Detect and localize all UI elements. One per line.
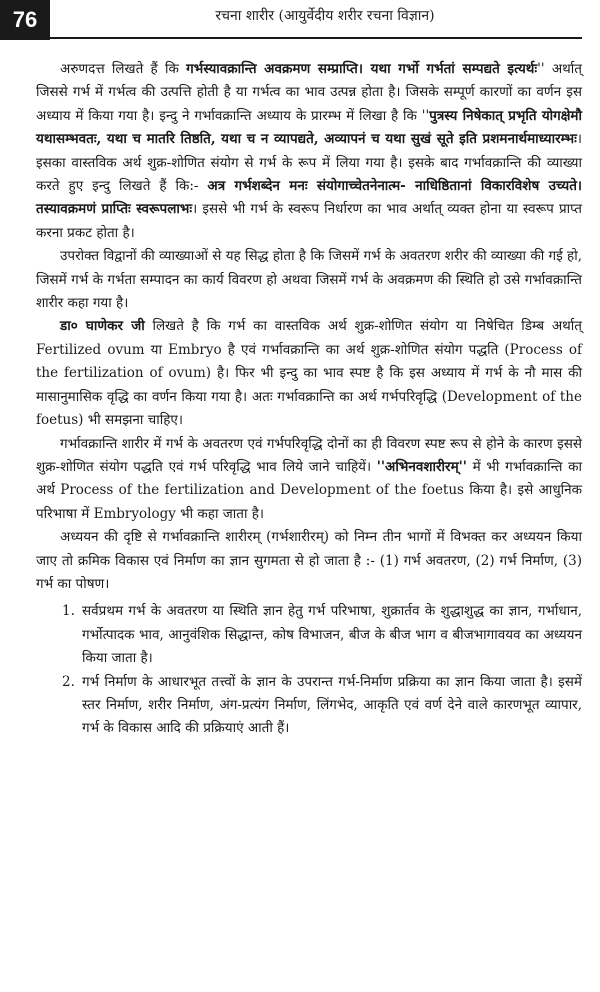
paragraphs	[36, 58, 582, 596]
paragraph	[36, 433, 582, 527]
body-text: । इसका वास्तविक अर्थ शुक्र-शोणित संयोग से गर्भ के रूप में लिया गया है। इसके बाद गर्भावक्रान्ति की व्याख्या करते हुए इन्दु लिखते हैं कि:-	[36, 131, 582, 195]
page-body	[36, 58, 582, 741]
body-text: लिखते है कि गर्भ का वास्तविक अर्थ शुक्र-शोणित संयोग या निषेचित डिम्ब अर्थात् Fertilized ovum या Embryo है एवं गर्भावक्रान्ति का अर्थ शुक्र-शोणित संयोग पद्धति (Process of the fertilization of ovum) है। फिर भी इन्दु का भाव स्पष्ट है कि इस अध्याय में गर्भ के नौ मास की मासानुमासिक वृद्धि का वर्णन किया गया है। अतः गर्भावक्रान्ति का अर्थ गर्भपरिवृद्धि (Development of the foetus) भी समझना चाहिए।	[36, 318, 582, 429]
paragraph	[36, 245, 582, 315]
paragraph	[36, 526, 582, 596]
numbered-list	[36, 600, 582, 740]
bold-text: अत्र गर्भशब्देन मनः संयोगाच्चेतनेनात्म- नाधिष्ठितानां विकारविशेष उच्यते। तस्यावक्रमणं प्राप्तिः स्वरूपलाभः	[36, 178, 582, 218]
list-item	[36, 600, 582, 670]
paragraph	[36, 58, 582, 245]
bold-text: गर्भस्यावक्रान्ति अवक्रमण सम्प्राप्ति। यथा गर्भो गर्भतां सम्पद्यते इत्यर्थः	[186, 61, 538, 77]
list-item-text: गर्भ निर्माण के आधारभूत तत्त्वों के ज्ञान के उपरान्त गर्भ-निर्माण प्रक्रिया का ज्ञान किया जाता है। इसमें स्तर निर्माण, शरीर निर्माण, अंग-प्रत्यंग निर्माण, लिंगभेद, आकृति एवं वर्ण देने वाले कारणभूत व्यापार, गर्भ के विकास आदि की प्रक्रियाएं आती हैं।	[82, 673, 582, 737]
body-text: गर्भावक्रान्ति शारीर में गर्भ के अवतरण एवं गर्भपरिवृद्धि दोनों का ही विवरण स्पष्ट रूप से होने के कारण इससे शुक्र-शोणित संयोग पद्धति एवं गर्भ परिवृद्धि भाव लिये जाने चाहियें।	[36, 435, 582, 475]
paragraph	[36, 315, 582, 432]
list-item	[36, 671, 582, 741]
body-text: अरुणदत्त लिखते हैं कि	[60, 61, 187, 77]
body-text: अध्ययन की दृष्टि से गर्भावक्रान्ति शारीरम् (गर्भशारीरम्) को निम्न तीन भागों में विभक्त कर अध्ययन किया जाए तो क्रमिक विकास एवं निर्माण का ज्ञान सुगमता से हो जाता है :- (1) गर्भ अवतरण, (2) गर्भ निर्माण, (3) गर्भ का पोषण।	[36, 529, 582, 592]
body-text: उपरोक्त विद्वानों की व्याख्याओं से यह सिद्ध होता है कि जिसमें गर्भ के अवतरण शरीर की व्याख्या की गई हो, जिसमें गर्भ के गर्भता सम्पादन का कार्य विवरण हो अथवा जिसमें गर्भ के अवक्रमण की स्थिति हो उसे गर्भावक्रान्ति शारीर कहा गया है।	[36, 248, 582, 312]
list-number: 2.	[62, 673, 75, 690]
body-text: में भी गर्भावक्रान्ति का अर्थ Process of the fertilization and Development of the foetus किया है। इसे आधुनिक परिभाषा में Embryology भी कहा जाता है।	[36, 458, 582, 522]
list-number: 1.	[62, 603, 75, 620]
bold-text: ''अभिनवशारीरम्''	[376, 458, 467, 475]
bold-text: पुत्रस्य निषेकात् प्रभृति योगक्षेमौ यथासम्भवतः, यथा च मातरि तिष्ठति, यथा च न व्यापद्यते, अव्यापनं च यथा सुखं सूते इति प्रशमनार्थमाध्यारम्भः	[36, 107, 582, 148]
page-header	[0, 0, 600, 40]
list-item-text: सर्वप्रथम गर्भ के अवतरण या स्थिति ज्ञान हेतु गर्भ परिभाषा, शुक्रार्तव के शुद्धाशुद्ध का ज्ञान, गर्भाधान, गर्भोत्पादक भाव, आनुवंशिक सिद्धान्त, कोष विभाजन, बीज के बीज भाग व बीजभागावयव का अध्ययन किया जाता है।	[82, 603, 582, 667]
body-text: '' अर्थात् जिससे गर्भ में गर्भत्व की उत्पत्ति होती है या गर्भत्व का भाव उत्पन्न होता है। जिसके सम्पूर्ण कारणों का वर्णन इस अध्याय में किया गया है। इन्दु ने गर्भावक्रान्ति अध्याय के प्रारम्भ में लिखा है कि ''	[36, 61, 582, 124]
page-number: 76	[0, 0, 50, 40]
body-text: । इससे भी गर्भ के स्वरूप निर्धारण का भाव अर्थात् व्यक्त होना या स्वरूप प्राप्त करना प्रकट होता है।	[36, 201, 582, 241]
header-rule	[50, 37, 582, 39]
running-title: रचना शारीर (आयुर्वेदीय शरीर रचना विज्ञान)	[215, 8, 435, 24]
bold-text: डा० घाणेकर जी	[60, 318, 145, 335]
